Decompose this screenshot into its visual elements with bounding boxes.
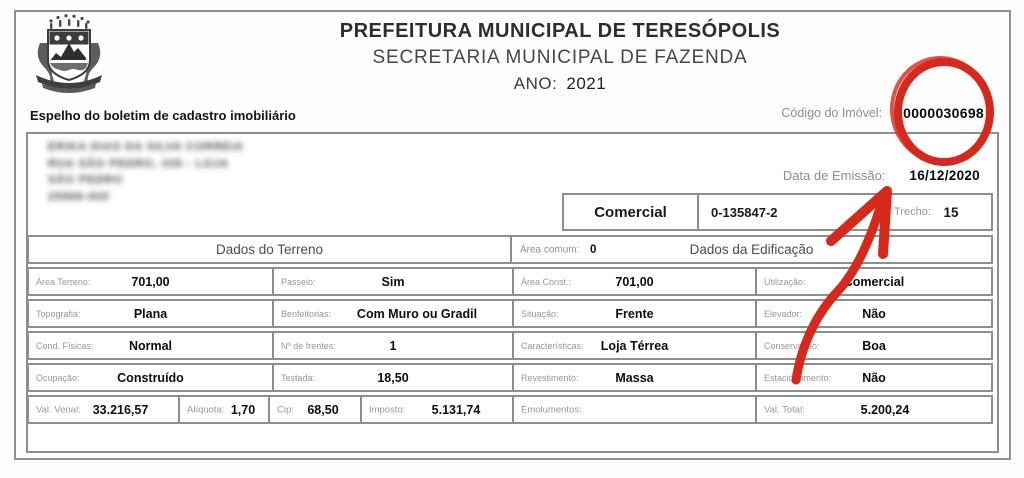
document-header (110, 20, 1010, 94)
field-topografia (29, 301, 272, 326)
field-label: Ocupação: (36, 372, 80, 383)
field-value: 701,00 (131, 274, 170, 289)
property-data-table (27, 235, 993, 427)
field-area-terreno (29, 269, 272, 294)
emission-date-label: Data de Emissão: (782, 168, 886, 183)
field-value: Com Muro ou Gradil (356, 306, 478, 321)
field-label: Val. Total: (764, 404, 805, 415)
field-value: Frente (615, 306, 654, 321)
page-title: PREFEITURA MUNICIPAL DE TERESÓPOLIS (339, 20, 781, 42)
field-cip (268, 397, 360, 422)
field-testada (272, 365, 512, 390)
field-label: Val. Venal: (36, 404, 81, 415)
field-label: Nº de frentes: (281, 340, 336, 351)
field-value: 5.200,24 (860, 402, 910, 417)
owner-line: RUA SÃO PEDRO, 335 - LOJA (48, 157, 230, 170)
field-emolumentos (512, 397, 755, 422)
area-comum-label: Área comum: (520, 244, 580, 255)
table-row (27, 267, 993, 296)
field-value: Normal (128, 338, 173, 353)
field-label: Área Const.: (521, 276, 572, 287)
year-label: ANO: (513, 74, 558, 93)
field-caracteristicas (512, 333, 755, 358)
trecho-cell (883, 195, 991, 229)
field-label: Cip: (277, 404, 294, 415)
field-label: Estacionamento: (764, 372, 832, 383)
field-label: Características: (521, 340, 584, 351)
field-value: Construído (117, 370, 184, 385)
field-label: Revestimento: (521, 372, 579, 383)
usage-cell: Comercial (594, 203, 667, 221)
field-value: Comercial (843, 274, 905, 289)
emission-date-row (560, 168, 988, 183)
field-value: Massa (615, 370, 654, 385)
field-val-venal (29, 397, 178, 422)
field-label: Testada: (281, 372, 316, 383)
field-benfeitorias (272, 301, 512, 326)
table-row (27, 299, 993, 328)
field-value: 701,00 (615, 274, 654, 289)
field-cond-fisicas (29, 333, 272, 358)
field-value: 5.131,74 (431, 402, 481, 417)
field-label: Conservação: (764, 340, 820, 351)
field-passeio (272, 269, 512, 294)
field-value: Não (862, 306, 886, 321)
building-section-header: Dados da Edificação (689, 242, 814, 257)
field-value: 18,50 (377, 370, 409, 385)
field-value: 1,70 (230, 402, 256, 417)
field-value: Sim (381, 274, 405, 289)
field-label: Elevador: (764, 308, 803, 319)
field-value: 68,50 (307, 402, 339, 417)
table-row (27, 363, 993, 392)
field-label: Cond. Físicas: (36, 340, 94, 351)
property-code-value: 0000030698 (903, 105, 984, 121)
field-label: Topografia: (36, 308, 81, 319)
classification-table (562, 193, 993, 231)
trecho-label: Trecho: (894, 206, 931, 218)
field-value: Não (862, 370, 886, 385)
field-label: Situação: (521, 308, 559, 319)
area-comum-value: 0 (590, 243, 597, 256)
field-estacionamento (755, 365, 991, 390)
values-footer-row (27, 395, 993, 424)
trecho-value: 15 (943, 204, 959, 220)
teresopolis-coat-of-arms-icon (26, 13, 112, 101)
field-label: Imposto: (369, 404, 406, 415)
property-code-label: Código do Imóvel: (781, 106, 883, 120)
field-area-const (512, 269, 755, 294)
field-value: Boa (862, 338, 886, 353)
field-elevador (755, 301, 991, 326)
field-revestimento (512, 365, 755, 390)
inscription-cell: 0-135847-2 (697, 195, 883, 229)
terrain-section-header: Dados do Terreno (215, 242, 324, 257)
field-label: Área Terreno: (36, 276, 91, 287)
page-subtitle: SECRETARIA MUNICIPAL DE FAZENDA (372, 47, 748, 68)
field-ocupacao (29, 365, 272, 390)
form-title: Espelho do boletim de cadastro imobiliário (30, 108, 296, 123)
section-header-row (27, 235, 993, 264)
year-line (110, 74, 1010, 94)
field-value: 1 (389, 338, 397, 353)
field-conservacao (755, 333, 991, 358)
field-label: Passeio: (281, 276, 316, 287)
emission-date-value: 16/12/2020 (909, 168, 980, 183)
owner-address-redacted (48, 139, 244, 205)
field-label: Emolumentos: (521, 404, 582, 415)
owner-line: 25968-000 (48, 190, 110, 203)
field-value: Plana (133, 306, 168, 321)
field-aliquota (178, 397, 268, 422)
field-value: Loja Térrea (600, 338, 669, 353)
field-label: Utilização: (764, 276, 806, 287)
owner-line: SÃO PEDRO (48, 174, 124, 186)
field-utilizacao (755, 269, 991, 294)
field-label: Alíquota: (187, 404, 225, 415)
owner-line: ERIKA DIAS DA SILVA CORREIA (48, 141, 244, 153)
field-value: 33.216,57 (92, 402, 149, 417)
year-value: 2021 (566, 74, 607, 93)
field-imposto (360, 397, 512, 422)
field-n-frentes (272, 333, 512, 358)
field-label: Benfeitorias: (281, 308, 332, 319)
property-code-row (560, 105, 988, 121)
building-section-header-cell (510, 237, 991, 262)
field-situacao (512, 301, 755, 326)
field-val-total (755, 397, 991, 422)
table-row (27, 331, 993, 360)
